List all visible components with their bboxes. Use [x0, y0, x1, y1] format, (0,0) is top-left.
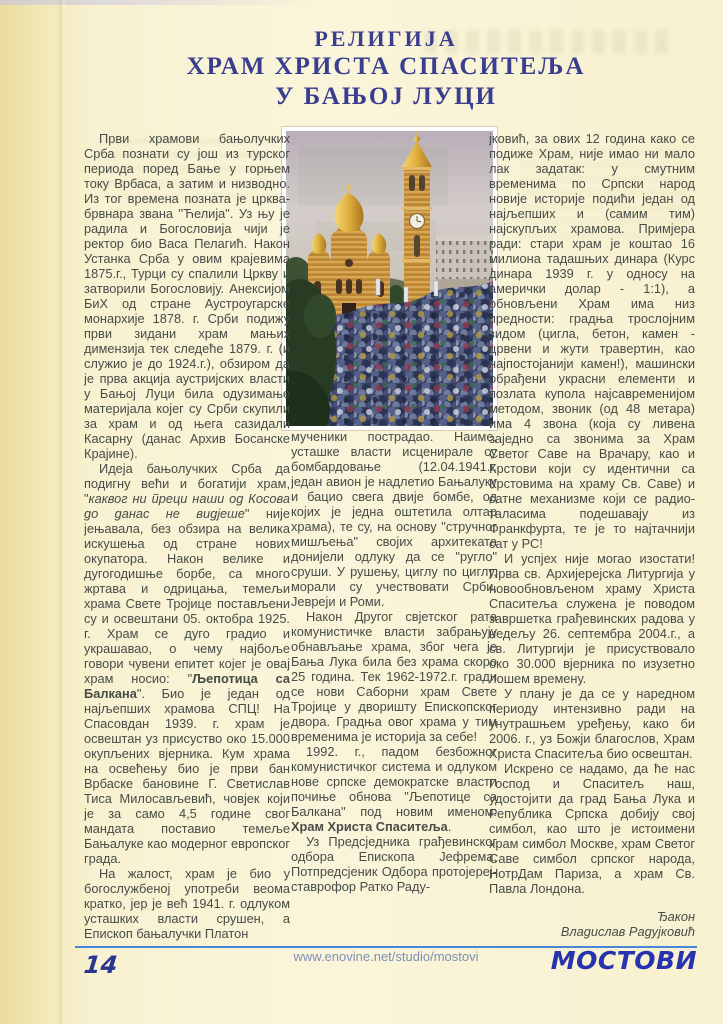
text-segment: Ђакон — [656, 909, 695, 924]
scan-edge — [0, 0, 723, 5]
article-column-2 — [291, 429, 497, 949]
article-paragraph — [489, 761, 695, 896]
text-segment: каквог ни преци наши од Косова до данас не видјеше — [84, 491, 290, 521]
article-paragraph — [84, 866, 290, 941]
text-segment: Идеја бањолучких Срба да подигну већи и богатији храм, " — [84, 461, 290, 506]
text-segment: И успјех није могао изостати! Прва св. Архијерејска Литургија у новообновљеном храму Христа Спаситеља служена је поводом завршетка грађевинских радова у недељу 26. септембра 2004.г., а св. Литургији је присуствовало око 30.000 вјерника по изузетно лошем времену. — [489, 551, 695, 686]
magazine-logo: МОСТОВИ — [550, 946, 697, 975]
signature-line — [489, 924, 695, 939]
text-segment: . — [447, 819, 452, 834]
article-paragraph — [291, 429, 497, 609]
text-segment: ". Био је један од најљепших храмова СПЦ! На Спасовдан 1939. г. храм је освештан уз присуство око 15.000 окупљених вјерника. Кум храма на освећењу био је први бан Врбаске бановине Г. Светислав Тиса Милосављевић, човјек који је за само 4,5 године свог мандата поставио темеље Бањалуке као модерног европског града. — [84, 686, 290, 866]
article-paragraph — [291, 744, 497, 834]
text-segment: Искрено се надамо, да ће нас Господ и Спаситељ наш, удостојити да град Бања Лука и Република Српска добију свој симбол, као што је истоимени храм симбол Москве, храм Светог Саве симбол српског народа, НотрДам Париза, а храм Св. Павла Лондона. — [489, 761, 695, 896]
page-number: 14 — [82, 951, 119, 979]
article-paragraph — [84, 131, 290, 461]
article-paragraph — [489, 131, 695, 551]
section-kicker: РЕЛИГИЈА — [314, 26, 458, 51]
article-column-3 — [489, 131, 695, 949]
article-column-1 — [84, 131, 290, 949]
article-paragraph — [84, 461, 290, 866]
article-paragraph — [489, 686, 695, 761]
church-photo — [281, 126, 498, 431]
text-segment: На жалост, храм је био у богослужбеној употреби веома кратко, јер је већ 1941. г. одлуком усташких власти срушен, а Епископ бањалучки Платон — [84, 866, 290, 941]
article-paragraph — [291, 609, 497, 744]
text-segment: мученики пострадао. Наиме, усташке власти исценирале су бомбардовање (12.04.1941.г. један авион је надлетио Бањалуку и бацио свега двије бомбе, од којих је једна оштетила олтар храма), те су, на основу "стручног мишљења" својих архитеката донијели одлуку да се "ругло" сруши. У рушењу, циглу по циглу, морали су учествовати Срби, Јевреји и Роми. — [291, 429, 497, 609]
article-paragraph — [489, 551, 695, 686]
text-segment: Први храмови бањолучких Срба познати су још из турског периода поред Бање у горњем току Врбаса, а затим и низводно. Из тог времена позната је црква-брвнара звана "Ћелија". Уз њу је радила и Богословија чији је ректор био Васа Пелагић. Након Устанка Срба у овим крајевима 1875.г., Турци су спалили Цркву и затворили Богословију. Анексијом БиХ од стране Аустроугарске монархије 1878. г. Срби подижу први зидани храм мањих димензија тек следеће 1879. г. (и служио је до 1924.г.), обзиром да је прва акција аустријских власти у Бањој Луци била одузимање материјала којег су Срби скупили за храм и од њега сазидали Касарну (данас Архив Босанске Крајине). — [84, 131, 290, 461]
text-segment: Након Другог свјетског рата комунистичке власти забрањују обнављање храма, због чега је Бања Лука била без храма скоро 25 година. Тек 1962-1972.г. гради се нови Саборни храм Свете Тројице у дворишту Епископског двора. Градња овог храма у тим временима је историја за себе! — [291, 609, 497, 744]
text-segment: Љепотица са Балкана — [84, 671, 290, 701]
article-paragraph — [291, 834, 497, 894]
text-segment: јковић, за ових 12 година како се подиже Храм, није имао ни мало лак задатак: у смутним временима по Српски народ новије историје подићи један од најљепших и (самим тим) најскупљих храмова. Примјера ради: стари храм је коштао 16 милиона тадашњих динара (Курс динара 1939 г. у односу на амерички долар - 1:1), а обновљени Храм има низ предности: градња трослојним зидом (цигла, бетон, камен - црвени и жути травертин, као најпостојанији камен!), машински обрађени украсни елементи и позлата купола најсавременијом методом, звоник (од 48 метара) има 4 звона (која су ливена заједно са звонима за Храм Светог Саве на Врачару, као и Крстови који су идентични са Крстовима на храму Св. Саве) и сатне механизме који се радио-таласима подешавају из Франкфурта, те је то најтачнији сат у РС! — [489, 131, 695, 551]
article-header — [75, 26, 697, 112]
text-segment: Владислав Радујковић — [560, 924, 695, 939]
text-segment: Уз Предсједника грађевинског одбора Епископа Јефрема, Потпредсјеник Одбора протојереј-ставрофор Ратко Раду- — [291, 834, 497, 894]
text-segment: Храм Христа Спаситеља — [291, 819, 448, 834]
page-crease — [56, 0, 66, 1024]
text-segment: У плану је да се у наредном периоду интензивно ради на унутрашњем уређењу, како би 2006. г., уз Божји благослов, Храм Христа Спаситеља био освештан. — [489, 686, 695, 761]
text-segment: 1992. г., падом безбожног комунистичког система и одлуком нове српске демократске власти почиње обнова "Љепотице са Балкана" под новим именом: — [291, 744, 497, 819]
article-title-line-2: У БАЊОЈ ЛУЦИ — [275, 83, 497, 110]
text-segment: " није јењавала, без обзира на велика искушења од стране нових окупатора. Након велике и дугогодишње борбе, са много жртава и одрицања, темељи храма Свете Тројице постављени су и освештани 05. октобра 1925. г. Храм се дуго градио и украшавао, о чему најбоље говори чувени епитет којег је овај храм носио: " — [84, 506, 290, 686]
footer-url: www.enovine.net/studio/mostovi — [293, 949, 479, 964]
church-photo-illustration — [286, 131, 493, 426]
signature-line — [489, 909, 695, 924]
article-title-line-1: ХРАМ ХРИСТА СПАСИТЕЉА — [186, 53, 586, 80]
